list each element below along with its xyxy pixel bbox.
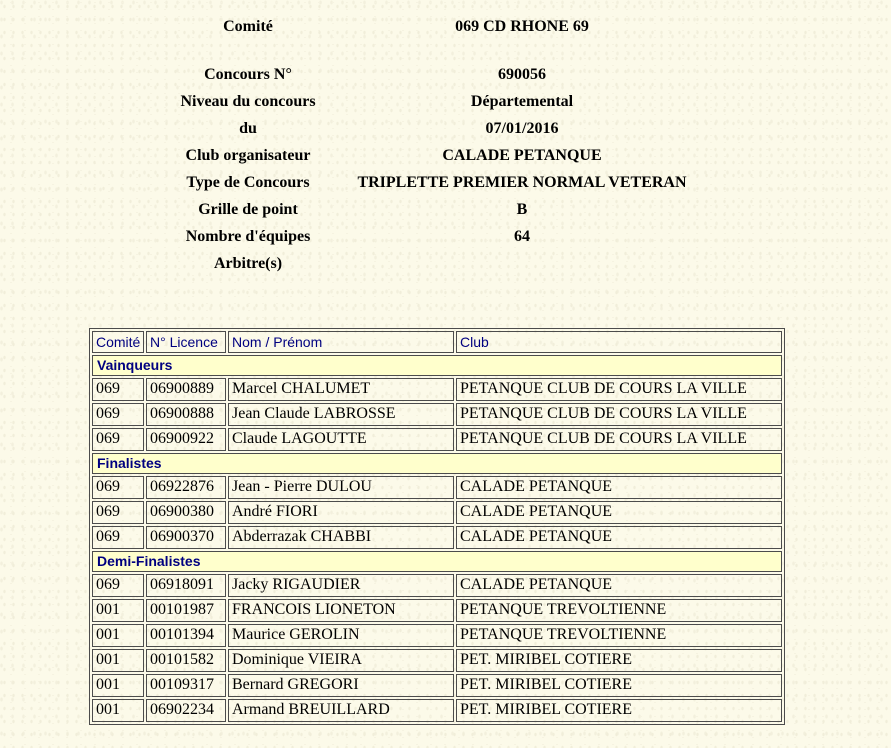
column-header-licence: N° Licence: [146, 331, 226, 353]
comite-value: 069 CD RHONE 69: [455, 18, 589, 35]
player-row: [92, 699, 782, 722]
column-header-club: Club: [456, 331, 782, 353]
section-row: [92, 355, 782, 376]
cell-comite: 001: [92, 699, 144, 722]
cell-nom: Jean Claude LABROSSE: [228, 403, 454, 426]
cell-nom: Marcel CHALUMET: [228, 378, 454, 401]
cell-nom: Maurice GEROLIN: [228, 624, 454, 647]
cell-licence: 06900889: [146, 378, 226, 401]
header-field-row: [172, 223, 720, 250]
field-label: Arbitre(s): [213, 255, 283, 272]
cell-club: CALADE PETANQUE: [456, 526, 782, 549]
cell-licence: 06900370: [146, 526, 226, 549]
player-row: [92, 674, 782, 697]
cell-club: PETANQUE CLUB DE COURS LA VILLE: [456, 428, 782, 451]
cell-club: PET. MIRIBEL COTIERE: [456, 649, 782, 672]
field-label: Nombre d'équipes: [185, 228, 311, 245]
field-value: 07/01/2016: [485, 120, 559, 137]
section-row: [92, 551, 782, 572]
header-fields: [172, 61, 720, 277]
cell-licence: 00109317: [146, 674, 226, 697]
cell-nom: Armand BREUILLARD: [228, 699, 454, 722]
header-field-row: [172, 61, 720, 88]
header-field-row: [172, 88, 720, 115]
cell-comite: 069: [92, 378, 144, 401]
field-value: [325, 250, 720, 277]
cell-licence: 06922876: [146, 476, 226, 499]
section-title: Vainqueurs: [92, 355, 782, 376]
cell-club: PET. MIRIBEL COTIERE: [456, 699, 782, 722]
field-value: Départemental: [470, 93, 574, 110]
cell-nom: Claude LAGOUTTE: [228, 428, 454, 451]
cell-nom: Bernard GREGORI: [228, 674, 454, 697]
cell-comite: 069: [92, 428, 144, 451]
cell-nom: Jean - Pierre DULOU: [228, 476, 454, 499]
player-row: [92, 599, 782, 622]
field-value: TRIPLETTE PREMIER NORMAL VETERAN: [357, 174, 687, 191]
cell-comite: 069: [92, 501, 144, 524]
comite-row: [172, 13, 720, 40]
header-field-row: [172, 250, 720, 277]
cell-licence: 06900888: [146, 403, 226, 426]
header-field-row: [172, 196, 720, 223]
cell-licence: 06900380: [146, 501, 226, 524]
cell-nom: Jacky RIGAUDIER: [228, 574, 454, 597]
player-row: [92, 403, 782, 426]
player-row: [92, 428, 782, 451]
header-field-row: [172, 115, 720, 142]
cell-club: PETANQUE TREVOLTIENNE: [456, 624, 782, 647]
cell-comite: 069: [92, 476, 144, 499]
field-value: CALADE PETANQUE: [442, 147, 602, 164]
player-row: [92, 501, 782, 524]
field-label: Niveau du concours: [180, 93, 316, 110]
player-row: [92, 476, 782, 499]
cell-club: PETANQUE CLUB DE COURS LA VILLE: [456, 378, 782, 401]
cell-club: PETANQUE CLUB DE COURS LA VILLE: [456, 403, 782, 426]
header-field-row: [172, 169, 720, 196]
field-value: 64: [514, 228, 530, 245]
cell-comite: 069: [92, 574, 144, 597]
cell-licence: 06902234: [146, 699, 226, 722]
field-label: du: [239, 120, 257, 137]
cell-licence: 00101394: [146, 624, 226, 647]
column-header-row: [92, 331, 782, 353]
cell-comite: 069: [92, 526, 144, 549]
column-header-nom: Nom / Prénom: [228, 331, 454, 353]
player-row: [92, 649, 782, 672]
cell-club: PET. MIRIBEL COTIERE: [456, 674, 782, 697]
cell-comite: 069: [92, 403, 144, 426]
cell-licence: 00101582: [146, 649, 226, 672]
field-value: 690056: [498, 66, 546, 83]
cell-licence: 06900922: [146, 428, 226, 451]
cell-nom: Abderrazak CHABBI: [228, 526, 454, 549]
cell-nom: Dominique VIEIRA: [228, 649, 454, 672]
cell-comite: 001: [92, 599, 144, 622]
results-table: [89, 328, 785, 725]
player-row: [92, 574, 782, 597]
column-header-comite: Comité: [92, 331, 144, 353]
results-table-body: [92, 331, 782, 722]
field-value: B: [516, 201, 528, 218]
field-label: Concours N°: [204, 66, 292, 83]
comite-label: Comité: [223, 18, 273, 35]
player-row: [92, 378, 782, 401]
cell-comite: 001: [92, 674, 144, 697]
cell-licence: 06918091: [146, 574, 226, 597]
cell-licence: 00101987: [146, 599, 226, 622]
field-label: Type de Concours: [186, 174, 310, 191]
cell-nom: FRANCOIS LIONETON: [228, 599, 454, 622]
cell-club: CALADE PETANQUE: [456, 574, 782, 597]
player-row: [92, 526, 782, 549]
section-title: Finalistes: [92, 453, 782, 474]
cell-comite: 001: [92, 649, 144, 672]
field-label: Club organisateur: [185, 147, 311, 164]
section-title: Demi-Finalistes: [92, 551, 782, 572]
cell-comite: 001: [92, 624, 144, 647]
cell-club: PETANQUE TREVOLTIENNE: [456, 599, 782, 622]
section-row: [92, 453, 782, 474]
cell-nom: André FIORI: [228, 501, 454, 524]
header-field-row: [172, 142, 720, 169]
results-table-container: [89, 328, 891, 725]
competition-header: [172, 13, 720, 277]
field-label: Grille de point: [198, 201, 298, 218]
cell-club: CALADE PETANQUE: [456, 476, 782, 499]
cell-club: CALADE PETANQUE: [456, 501, 782, 524]
player-row: [92, 624, 782, 647]
